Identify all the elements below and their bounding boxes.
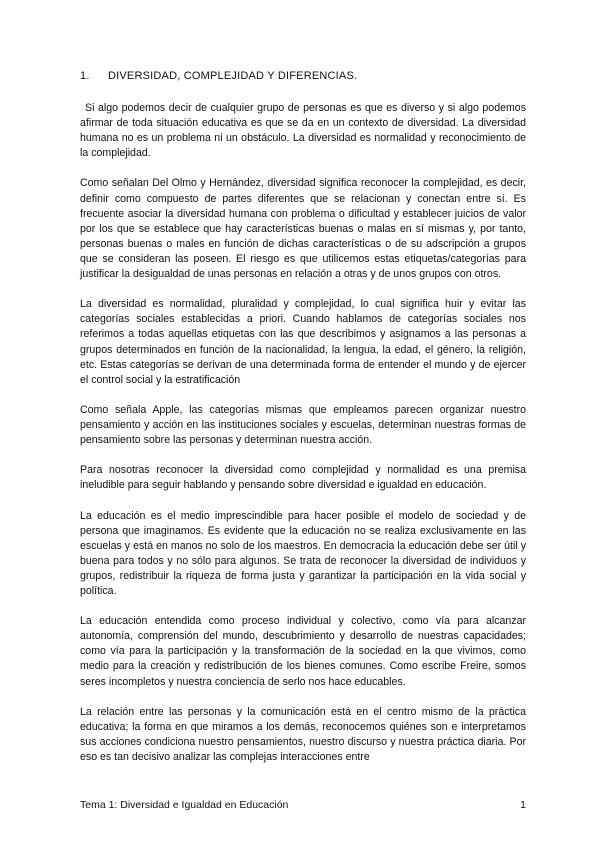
- paragraph: La educación es el medio imprescindible para hacer posible el modelo de sociedad y de persona que imaginamos. Es evidente que la educación no se realiza exclusivamente en las escuelas y está en manos no solo de los maestros. En democracia la educación debe ser útil y buena para todos y no sólo para algunos. Se trata de reconocer la diversidad de individuos y grupos, redistribuir la riqueza de forma justa y garantizar la participación en la vida social y política.: [80, 509, 526, 597]
- paragraph: Si algo podemos decir de cualquier grupo de personas es que es diverso y si algo podemos afirmar de toda situación educativa es que se da en un contexto de diversidad. La diversidad humana no es un problema ni un obstáculo. La diversidad es normalidad y reconocimiento de la complejidad.: [80, 102, 526, 160]
- section-title: DIVERSIDAD, COMPLEJIDAD Y DIFERENCIAS.: [108, 70, 358, 82]
- footer-title: Tema 1: Diversidad e Igualdad en Educación: [80, 799, 289, 811]
- section-number: 1.: [80, 70, 90, 82]
- page-number: 1: [520, 799, 526, 811]
- document-body: [80, 101, 526, 765]
- paragraph: La diversidad es normalidad, pluralidad y complejidad, lo cual significa huir y evitar las categorías sociales establecidas a priori. Cuando hablamos de categorías sociales nos referimos a todas aquellas etiquetas con las que describimos y asignamos a las personas a grupos determinados en función de la nacionalidad, la lengua, la edad, el género, la religión, etc. Estas categorías se derivan de una determinada forma de entender el mundo y de ejercer el control social y la estratificación: [80, 298, 526, 386]
- section-heading: [80, 70, 357, 82]
- paragraph: Como señalan Del Olmo y Hernández, diversidad significa reconocer la complejidad, es decir, definir como compuesto de partes diferentes que se relacionan y conectan entre sí. Es frecuente asociar la diversidad humana con problema o dificultad y establecer juicios de valor por los que se establece que hay características buenas o malas en sí mismas y, por tanto, personas buenas o males en función de dichas características o de su adscripción a grupos que se consideran las poseen. El riesgo es que utilicemos estas etiquetas/categorías para justificar la desigualdad de unas personas en relación a otras y de unos grupos con otros.: [80, 177, 526, 281]
- paragraph: La relación entre las personas y la comunicación está en el centro mismo de la práctica educativa; la forma en que miramos a los demás, reconocemos quiénes son e interpretamos sus acciones condiciona nuestro pensamientos, nuestro discurso y nuestra práctica diaria. Por eso es tan decisivo analizar las complejas interacciones entre: [80, 705, 526, 764]
- page-footer: [80, 799, 526, 811]
- paragraph: Como señala Apple, las categorías mismas que empleamos parecen organizar nuestro pensamiento y acción en las instituciones sociales y escuelas, determinan nuestras formas de pensamiento sobre las personas y determinan nuestra acción.: [80, 403, 526, 447]
- paragraph: Para nosotras reconocer la diversidad como complejidad y normalidad es una premisa ineludible para seguir hablando y pensando sobre diversidad e igualdad en educación.: [80, 464, 526, 492]
- paragraph: La educación entendida como proceso individual y colectivo, como vía para alcanzar autonomía, comprensión del mundo, descubrimiento y desarrollo de nuestras capacidades; como vía para la participación y la transformación de la sociedad en la que vivimos, como medio para la creación y redistribución de los bienes comunes. Como escribe Freire, somos seres incompletos y nuestra conciencia de serlo nos hace educables.: [80, 615, 526, 688]
